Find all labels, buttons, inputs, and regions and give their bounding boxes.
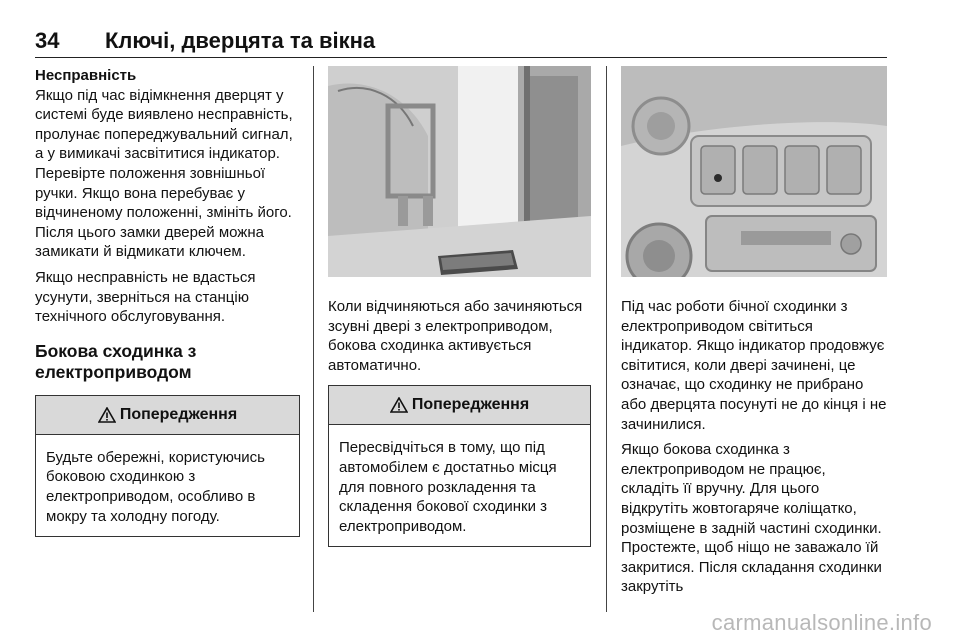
warning-text: Пересвідчіться в тому, що під автомобілем є достатньо місця для повного розкладення та складення бокової сходинки з електроприводом. <box>339 439 557 535</box>
column-left <box>35 66 300 537</box>
column-divider <box>606 66 607 612</box>
side-step-illustration <box>328 66 591 277</box>
page-number: 34 <box>35 28 60 53</box>
warning-triangle-icon <box>98 407 116 423</box>
page-title: Ключі, дверцята та вікна <box>105 28 376 53</box>
watermark-text: carmanualsonline.info <box>711 610 932 635</box>
paragraph: Коли відчиняються або зачиняються зсувні двері з електроприводом, бокова сходинка активується автоматично. <box>328 298 583 374</box>
column-right <box>621 66 887 603</box>
section-heading: Бокова сходинка з електроприводом <box>35 340 197 382</box>
page-header <box>35 28 887 56</box>
column-divider <box>313 66 314 612</box>
warning-box <box>35 395 300 537</box>
warning-title: Попередження <box>411 396 530 414</box>
header-rule <box>35 57 887 58</box>
dashboard-indicator-image <box>621 66 887 277</box>
van-side-door-step-image <box>328 66 591 277</box>
subheading-malfunction: Несправність <box>35 67 137 84</box>
warning-triangle-icon <box>390 397 408 413</box>
warning-header <box>36 396 299 435</box>
paragraph: Під час роботи бічної сходинки з електроприводом світиться індикатор. Якщо індикатор продовжує світитися, коли двері зачинені, це означає, що сходинку не прибрано або дверцята посунуті не до кінця і не зачинилися. <box>621 298 887 433</box>
dashboard-switch-illustration <box>621 66 887 277</box>
warning-title: Попередження <box>119 405 238 423</box>
paragraph: Якщо несправність не вдасться усунути, зверніться на станцію технічного обслуговування. <box>35 268 256 326</box>
warning-text: Будьте обережні, користуючись боковою сходинкою з електроприводом, особливо в мокру та холодну погоду. <box>46 448 265 525</box>
warning-header <box>329 386 590 425</box>
column-middle <box>328 66 591 547</box>
warning-box <box>328 385 591 547</box>
paragraph: Якщо під час відімкнення дверцят у системі буде виявлено несправність, пролунає попереджувальний сигнал, а у вимикачі засвітитися індикатор. Перевірте положення зовнішньої ручки. Якщо вона перебуває у відчиненому положенні, змініть його. Після цього замки дверей можна замикати й відмикати ключем. <box>35 86 293 261</box>
paragraph: Якщо бокова сходинка з електроприводом не працює, складіть її вручну. Для цього відкрутіть жовтогаряче коліщатко, розміщене в задній частині сходинки. Простежте, щоб ніщо не заважало їй закритися. Після складання сходинки закрутіть <box>621 441 882 596</box>
